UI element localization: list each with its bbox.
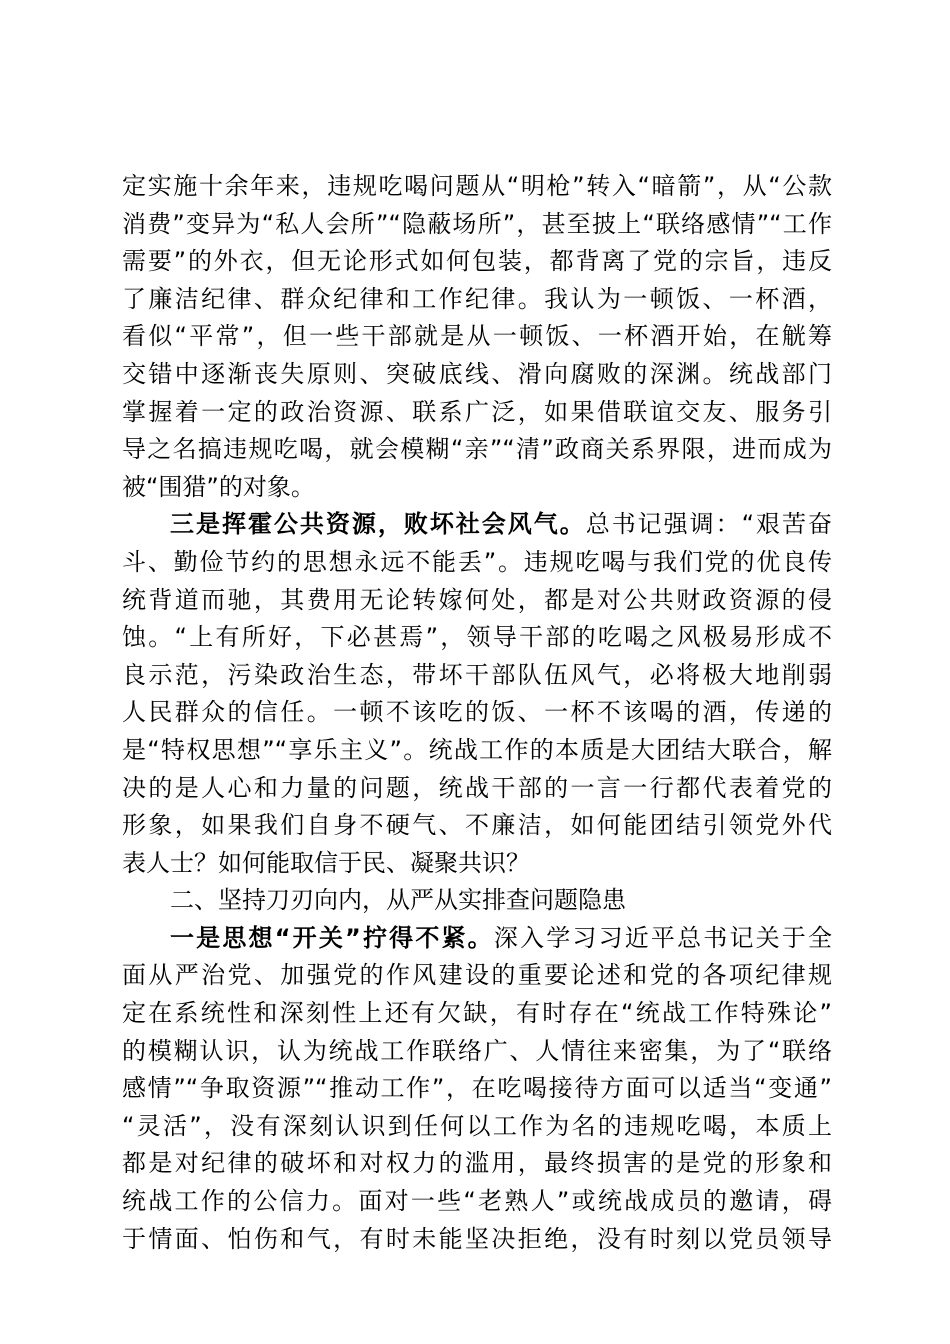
text-line: 表人士？如何能取信于民、凝聚共识？ — [122, 848, 530, 877]
paragraph-violation-forms — [122, 168, 832, 506]
text-line: 形象，如果我们自身不硬气、不廉洁，如何能团结引领党外代 — [122, 811, 832, 840]
text-line: 了廉洁纪律、群众纪律和工作纪律。我认为一顿饭、一杯酒， — [122, 284, 832, 313]
paragraph-lead-text: 总书记强调：“艰苦奋 — [585, 510, 832, 539]
text-line: 导之名搞违规吃喝，就会模糊“亲”“清”政商关系界限，进而成为 — [122, 435, 832, 464]
section-title: 二、坚持刀刃向内，从严从实排查问题隐患 — [170, 886, 626, 915]
text-line: 人民群众的信任。一顿不该吃的饭、一杯不该喝的酒，传递的 — [122, 698, 832, 727]
text-line: 需要”的外衣，但无论形式如何包装，都背离了党的宗旨，违反 — [122, 247, 832, 276]
text-line: 统背道而驰，其费用无论转嫁何处，都是对公共财政资源的侵 — [122, 585, 832, 614]
text-line: 感情”“争取资源”“推动工作”，在吃喝接待方面可以适当“变通” — [122, 1074, 832, 1103]
paragraph-heading: 三是挥霍公共资源，败坏社会风气。 — [170, 510, 586, 539]
text-line: 被“围猎”的对象。 — [122, 472, 315, 501]
document-body — [122, 168, 832, 1258]
text-line: 是“特权思想”“享乐主义”。统战工作的本质是大团结大联合，解 — [122, 735, 832, 764]
text-line: 定实施十余年来，违规吃喝问题从“明枪”转入“暗箭”，从“公款 — [122, 172, 832, 200]
text-line: 看似“平常”，但一些干部就是从一顿饭、一杯酒开始，在觥筹 — [122, 322, 832, 351]
section-heading — [122, 882, 832, 920]
text-line: “灵活”，没有深刻认识到任何以工作为名的违规吃喝，本质上 — [122, 1111, 832, 1140]
text-line: 定在系统性和深刻性上还有欠缺，有时存在“统战工作特殊论” — [122, 999, 832, 1028]
text-line: 蚀。“上有所好，下必甚焉”，领导干部的吃喝之风极易形成不 — [122, 623, 832, 652]
paragraph-heading: 一是思想“开关”拧得不紧。 — [170, 923, 494, 952]
text-line: 都是对纪律的破坏和对权力的滥用，最终损害的是党的形象和 — [122, 1149, 832, 1178]
text-line: 掌握着一定的政治资源、联系广泛，如果借联谊交友、服务引 — [122, 397, 832, 426]
text-line: 斗、勤俭节约的思想永远不能丢”。违规吃喝与我们党的优良传 — [122, 547, 832, 576]
paragraph-mindset-switch — [122, 920, 832, 1258]
paragraph-lead-text: 深入学习习近平总书记关于全 — [493, 923, 832, 952]
text-line: 的模糊认识，认为统战工作联络广、人情往来密集，为了“联络 — [122, 1036, 832, 1065]
text-line: 统战工作的公信力。面对一些“老熟人”或统战成员的邀请，碍 — [122, 1187, 832, 1216]
text-line — [122, 506, 832, 544]
text-line: 良示范，污染政治生态，带坏干部队伍风气，必将极大地削弱 — [122, 660, 832, 689]
text-line: 消费”变异为“私人会所”“隐蔽场所”，甚至披上“联络感情”“工作 — [122, 209, 832, 238]
text-line: 于情面、怕伤和气，有时未能坚决拒绝，没有时刻以党员领导 — [122, 1224, 832, 1253]
text-line: 交错中逐渐丧失原则、突破底线、滑向腐败的深渊。统战部门 — [122, 359, 832, 388]
text-line — [122, 920, 832, 958]
text-line: 面从严治党、加强党的作风建设的重要论述和党的各项纪律规 — [122, 961, 832, 990]
text-line: 决的是人心和力量的问题，统战干部的一言一行都代表着党的 — [122, 773, 832, 802]
paragraph-public-resources — [122, 506, 832, 882]
